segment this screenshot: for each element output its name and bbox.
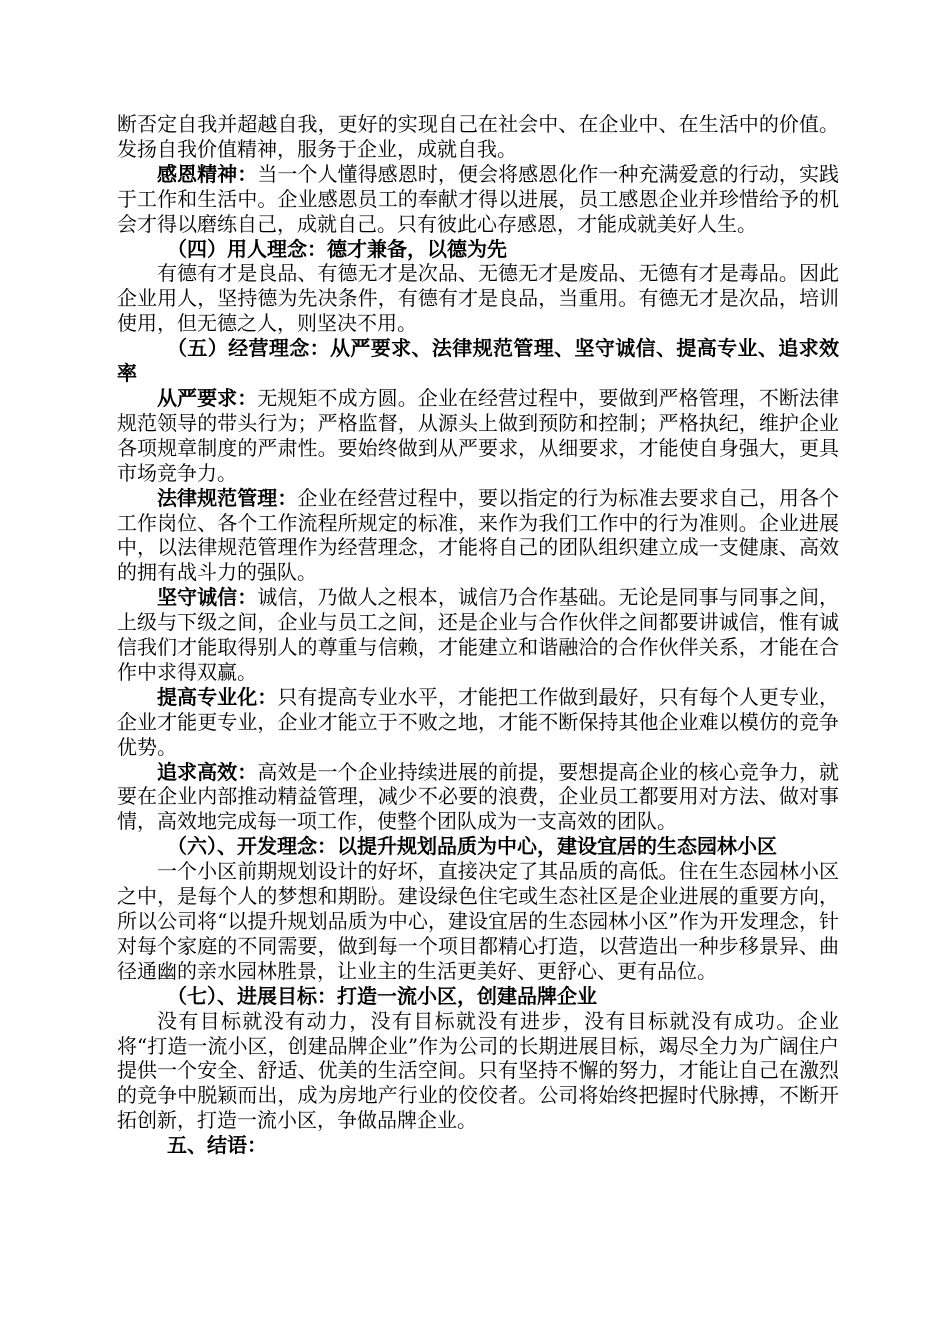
paragraph-development: 一个小区前期规划设计的好坏，直接决定了其品质的高低。住在生态园林小区之中，是每个人的梦想和期盼。建设绿色住宅或生态社区是企业进展的重要方向，所以公司将“以提升规划品质为中心，建设宜居的生态园林小区”作为开发理念，针对每个家庭的不同需要，做到每一个项目都精心打造，以营造出一种步移景异、曲径通幽的亲水园林胜景，让业主的生活更美好、更舒心、更有品位。 [117,859,839,983]
term-professional: 提高专业化： [157,684,278,709]
heading-business-concept: （五）经营理念：从严要求、法律规范管理、坚守诚信、提高专业、追求效率 [117,336,839,386]
text-professional: 只有提高专业水平，才能把工作做到最好，只有每个人更专业，企业才能更专业，企业才能立于不败之地，才能不断保持其他企业难以模仿的竞争优势。 [117,684,840,759]
paragraph-gratitude [117,162,839,237]
text-gratitude: 当一个人懂得感恩时，便会将感恩化作一种充满爱意的行动，实践于工作和生活中。企业感恩员工的奉献才得以进展，员工感恩企业并珍惜给予的机会才得以磨练自己，成就自己。只有彼此心存感恩，才能成就美好人生。 [117,161,840,236]
paragraph-efficiency [117,760,839,835]
paragraph-self-value: 断否定自我并超越自我，更好的实现自己在社会中、在企业中、在生活中的价值。发扬自我价值精神，服务于企业，成就自我。 [117,112,839,161]
text-legal-management: 企业在经营过程中，要以指定的行为标准去要求自己，用各个工作岗位、各个工作流程所规定的标准，来作为我们工作中的行为准则。企业进展中，以法律规范管理作为经营理念，才能将自己的团队组织建立成一支健康、高效的拥有战斗力的强队。 [117,485,840,585]
text-strict: 无规矩不成方圆。企业在经营过程中，要做到严格管理，不断法律规范领导的带头行为；严格监督，从源头上做到预防和控制；严格执纪，维护企业各项规章制度的严肃性。要始终做到从严要求，从细要求，才能使自身强大，更具市场竞争力。 [117,385,840,485]
document-page [117,112,839,1158]
term-strict: 从严要求： [157,385,258,410]
text-efficiency: 高效是一个企业持续进展的前提，要想提高企业的核心竞争力，就要在企业内部推动精益管理，减少不必要的浪费，企业员工都要用对方法、做对事情，高效地完成每一项工作，使整个团队成为一支高效的团队。 [117,759,840,834]
paragraph-integrity [117,585,839,685]
term-legal-management: 法律规范管理： [157,485,298,510]
paragraph-legal-management [117,486,839,586]
term-integrity: 坚守诚信： [157,585,258,610]
paragraph-strict [117,386,839,486]
paragraph-professional [117,685,839,760]
heading-employment-concept: （四）用人理念：德才兼备，以德为先 [167,236,507,261]
heading-development-concept: （六）、开发理念：以提升规划品质为中心，建设宜居的生态园林小区 [167,834,777,859]
paragraph-goal: 没有目标就没有动力，没有目标就没有进步，没有目标就没有成功。企业将“打造一流小区，创建品牌企业”作为公司的长期进展目标，竭尽全力为广阔住户提供一个安全、舒适、优美的生活空间。只有坚持不懈的努力，才能让自己在激烈的竞争中脱颖而出，成为房地产行业的佼佼者。公司将始终把握时代脉搏，不断开拓创新，打造一流小区，争做品牌企业。 [117,1008,839,1133]
heading-conclusion: 五、结语： [167,1133,267,1158]
term-efficiency: 追求高效： [157,759,258,784]
text-integrity: 诚信，乃做人之根本，诚信乃合作基础。无论是同事与同事之间，上级与下级之间，企业与员工之间，还是企业与合作伙伴之间都要讲诚信，惟有诚信我们才能取得别人的尊重与信赖，才能建立和谐融洽的合作伙伴关系，才能在合作中求得双赢。 [117,585,840,684]
heading-goal: （七）、进展目标：打造一流小区，创建品牌企业 [167,983,597,1008]
term-gratitude: 感恩精神： [157,161,258,186]
paragraph-employment: 有德有才是良品、有德无才是次品、无德无才是废品、无德有才是毒品。因此企业用人，坚持德为先决条件，有德有才是良品，当重用。有德无才是次品，培训使用，但无德之人，则坚决不用。 [117,261,839,336]
